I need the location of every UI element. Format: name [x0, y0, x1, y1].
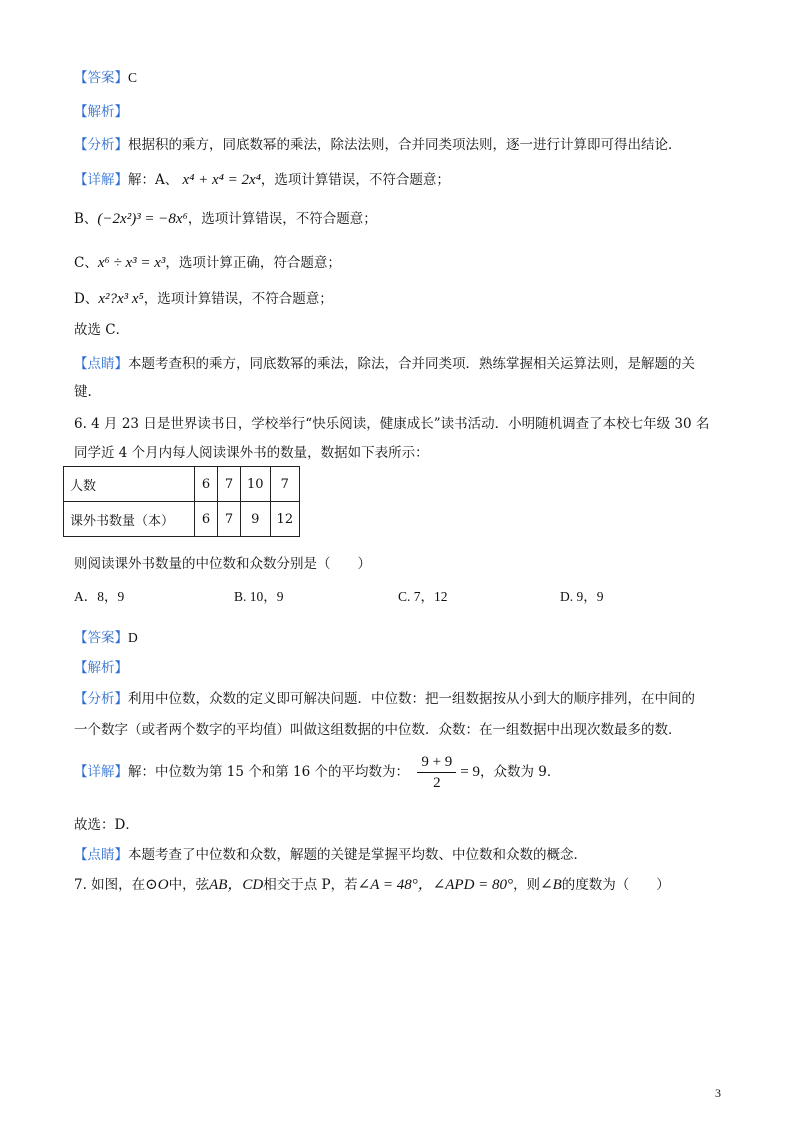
q6-fenxi-line1: 【分析】利用中位数，众数的定义即可解决问题．中位数：把一组数据按从小到大的顺序排列，在中间的 [74, 691, 695, 707]
table-cell: 9 [241, 502, 271, 537]
dianjing-tag: 【点睛】 [74, 356, 128, 372]
answer-tag: 【答案】 [74, 70, 128, 86]
math-expr-d: x²?x³ x⁵ [98, 291, 144, 307]
data-table [63, 466, 300, 537]
table-cell: 12 [270, 502, 300, 537]
chord-names: AB，CD [209, 877, 264, 893]
fraction-result: = 9 [460, 764, 481, 780]
q6-option-b: B. 10，9 [234, 589, 284, 604]
q5-detail-a: 【详解】解：A、 x⁴ + x⁴ = 2x⁴，选项计算错误，不符合题意； [74, 172, 450, 188]
q6-stem-line2: 同学近 4 个月内每人阅读课外书的数量，数据如下表所示： [74, 445, 429, 461]
q6-answer-line [74, 626, 138, 646]
q6-stem-line1: 6. 4 月 23 日是世界读书日，学校举行“快乐阅读，健康成长”读书活动．小明随机调查了本校七年级 30 名 [74, 416, 710, 432]
q5-detail-b: B、(−2x²)³ = −8x⁶，选项计算错误，不符合题意； [74, 211, 377, 227]
q6-question: 则阅读课外书数量的中位数和众数分别是（ ） [74, 556, 371, 572]
q6-option-d: D. 9，9 [560, 589, 604, 604]
math-expr-c: x⁶ ÷ x³ = x³ [97, 255, 166, 271]
q6-option-c: C. 7，12 [398, 589, 448, 604]
q6-detail: 【详解】解：中位数为第 15 个和第 16 个的平均数为： $\frac{9 + 9}{2}$ = 9，众数为 9． [74, 754, 561, 791]
fraction-numerator: 9 + 9 [417, 752, 456, 773]
q5-conclusion: 故选 C． [74, 322, 130, 338]
fenxi-tag: 【分析】 [74, 691, 128, 707]
page-number: 3 [715, 1086, 721, 1100]
q6-conclusion: 故选：D． [74, 817, 139, 833]
table-cell: 10 [241, 467, 271, 502]
q5-analysis-tag: 【解析】 [74, 104, 128, 120]
math-expr-b: (−2x²)³ = −8x⁶ [97, 211, 188, 227]
table-row [64, 502, 300, 537]
q5-answer-line [74, 66, 137, 86]
angle-values: ∠A = 48°，∠APD = 80° [357, 877, 514, 893]
table-row [64, 467, 300, 502]
table-cell: 7 [270, 467, 300, 502]
q5-detail-c: C、x⁶ ÷ x³ = x³，选项计算正确，符合题意； [74, 255, 341, 271]
q7-stem: 7. 如图，在⊙O中，弦AB，CD相交于点 P，若∠A = 48°，∠APD = 80°，则∠B的度数为（ ） [74, 877, 670, 893]
dianjing-tag: 【点睛】 [74, 847, 128, 863]
q6-option-a: A．8，9 [74, 589, 125, 604]
table-cell: 7 [218, 467, 241, 502]
fenxi-text: 根据积的乘方，同底数幂的乘法，除法法则，合并同类项法则，逐一进行计算即可得出结论． [128, 137, 682, 153]
q6-dianjing-line: 【点睛】本题考查了中位数和众数，解题的关键是掌握平均数、中位数和众数的概念． [74, 847, 587, 863]
q5-fenxi-line [74, 133, 682, 153]
q5-dianjing-line2: 键. [74, 384, 92, 400]
table-cell: 6 [195, 502, 218, 537]
table-cell: 6 [195, 467, 218, 502]
q5-detail-d: D、x²?x³ x⁵，选项计算错误，不符合题意； [74, 291, 333, 307]
table-cell: 7 [218, 502, 241, 537]
xiangjie-tag: 【详解】 [74, 764, 128, 780]
xiangjie-tag: 【详解】 [74, 172, 128, 188]
math-expr-a: x⁴ + x⁴ = 2x⁴ [182, 172, 261, 188]
answer-value: C [128, 70, 138, 85]
table-row-header: 人数 [64, 467, 195, 502]
answer-value: D [128, 630, 138, 645]
q6-fenxi-line2: 一个数字（或者两个数字的平均值）叫做这组数据的中位数．众数：在一组数据中出现次数最多的数． [74, 722, 682, 738]
q5-dianjing-line1: 【点睛】本题考查积的乘方，同底数幂的乘法，除法，合并同类项．熟练掌握相关运算法则，是解题的关 [74, 356, 695, 372]
table-row-header: 课外书数量（本） [64, 502, 195, 537]
fenxi-tag: 【分析】 [74, 137, 128, 153]
fraction-denominator: 2 [433, 775, 441, 791]
fraction [417, 752, 456, 793]
circle-symbol: ⊙O [145, 877, 169, 893]
q6-analysis-tag: 【解析】 [74, 660, 128, 676]
angle-b: ∠B [540, 877, 562, 893]
answer-tag: 【答案】 [74, 630, 128, 646]
